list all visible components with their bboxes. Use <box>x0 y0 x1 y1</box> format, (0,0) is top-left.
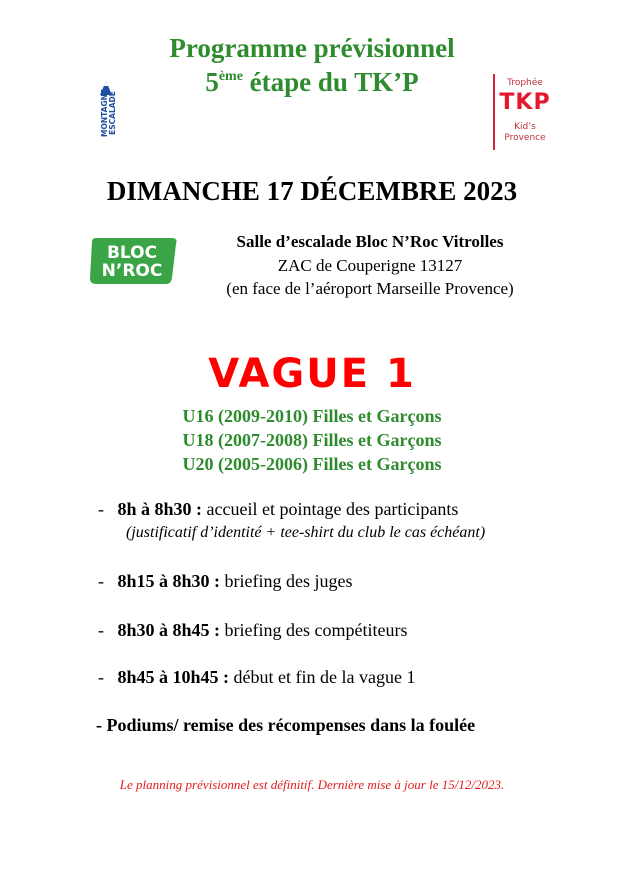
tkp-logo <box>493 74 555 150</box>
bloc-logo-line-1: BLOC <box>106 243 158 263</box>
schedule-text: briefing des compétiteurs <box>220 620 408 640</box>
schedule-item: - 8h30 à 8h45 : briefing des compétiteurs <box>98 620 408 640</box>
bloc-nroc-logo <box>86 238 178 286</box>
title-line-1: Programme prévisionnel <box>169 33 455 63</box>
schedule-time: 8h15 à 8h30 : <box>117 571 221 591</box>
venue-name: Salle d’escalade Bloc N’Roc Vitrolles <box>236 232 504 251</box>
tkp-logo-line-3: Kid’s <box>514 122 536 132</box>
stage-label: étape du TK’P <box>242 67 419 97</box>
ffme-logo <box>95 74 125 152</box>
schedule-item: - 8h45 à 10h45 : début et fin de la vague 1 <box>98 667 416 687</box>
schedule-text: briefing des juges <box>220 571 353 591</box>
stage-ordinal: ème <box>218 69 243 84</box>
ffme-logo-text <box>101 74 119 152</box>
schedule-text: début et fin de la vague 1 <box>229 667 416 687</box>
bloc-logo-line-2: N’ROC <box>101 261 163 281</box>
ffme-logo-line-2: ESCALADE <box>108 91 117 135</box>
venue-note: (en face de l’aéroport Marseille Provence) <box>226 279 514 298</box>
tkp-logo-mark: TKP <box>499 90 551 115</box>
venue-address: ZAC de Couperigne 13127 <box>277 256 463 275</box>
schedule-item: - 8h15 à 8h30 : briefing des juges <box>98 571 353 591</box>
category-line: U20 (2005-2006) Filles et Garçons <box>182 454 442 474</box>
footer-note: Le planning prévisionnel est définitif. Dernière mise à jour le 15/12/2023. <box>119 777 505 792</box>
schedule-time: 8h45 à 10h45 : <box>117 667 230 687</box>
event-date: DIMANCHE 17 DÉCEMBRE 2023 <box>106 176 518 206</box>
podium-line: - Podiums/ remise des récompenses dans la foulée <box>96 715 476 735</box>
tkp-logo-line-4: Provence <box>504 133 546 143</box>
schedule-text: accueil et pointage des participants <box>202 499 459 519</box>
schedule-time: 8h30 à 8h45 : <box>117 620 221 640</box>
schedule-item: - 8h à 8h30 : accueil et pointage des participants <box>98 499 459 519</box>
category-line: U16 (2009-2010) Filles et Garçons <box>182 406 442 426</box>
schedule-time: 8h à 8h30 : <box>117 499 203 519</box>
stage-number: 5 <box>205 67 219 97</box>
wave-title: VAGUE 1 <box>208 351 416 397</box>
schedule-note: (justificatif d’identité + tee-shirt du club le cas échéant) <box>126 524 486 541</box>
ffme-logo-line-1: MONTAGNE <box>100 89 109 138</box>
tkp-logo-line-1: Trophée <box>507 78 543 88</box>
category-line: U18 (2007-2008) Filles et Garçons <box>182 430 442 450</box>
